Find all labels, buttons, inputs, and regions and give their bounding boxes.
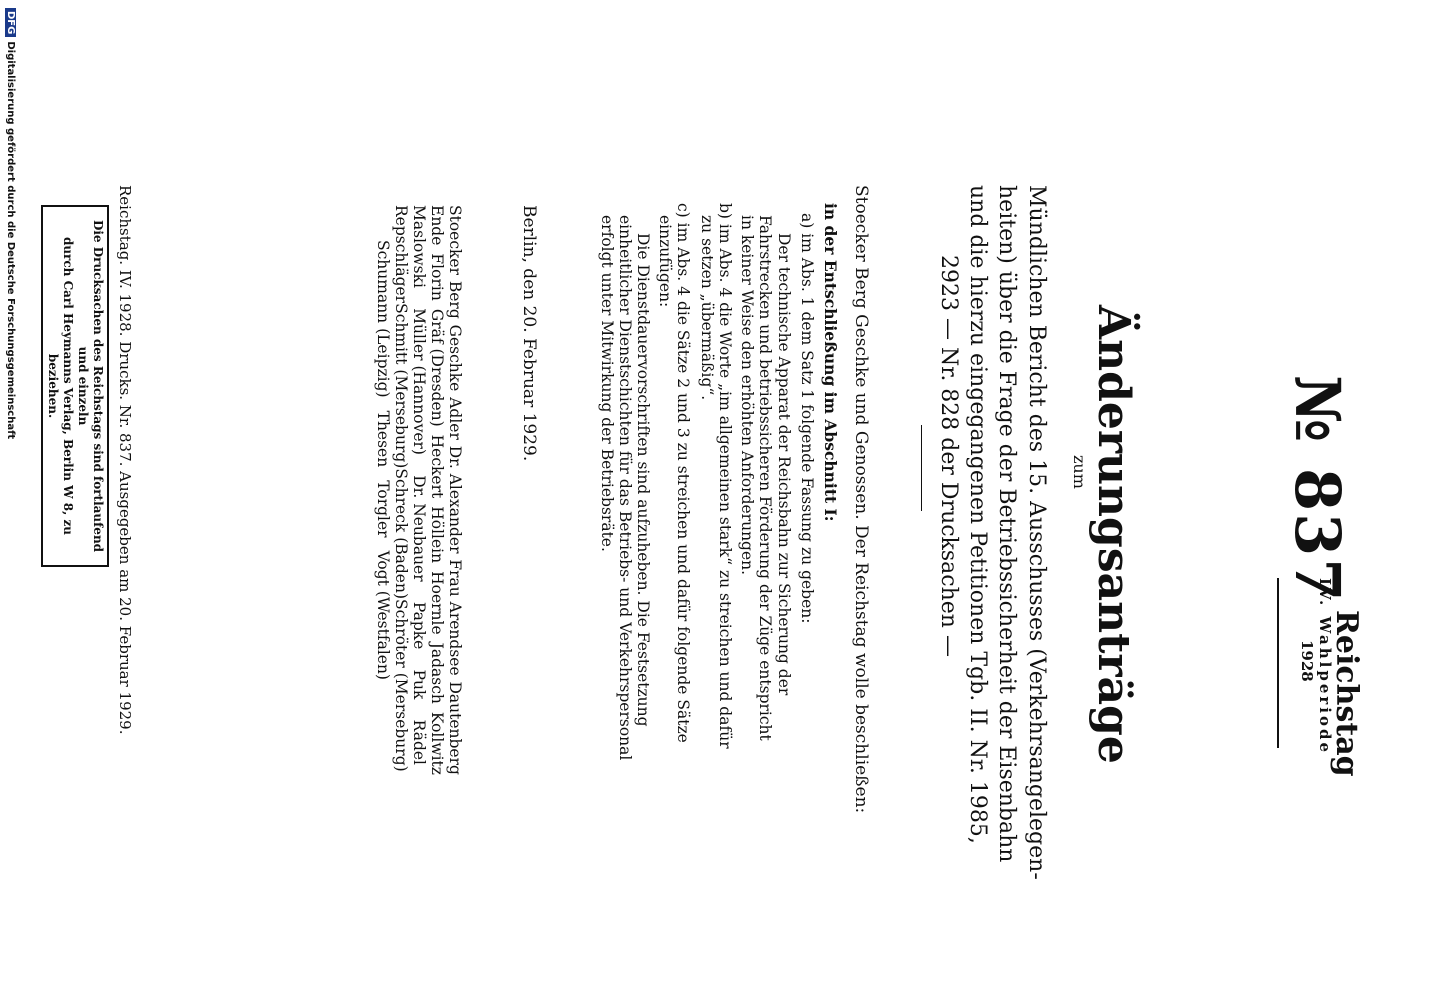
signatory-name: Stoecker: [446, 205, 464, 276]
motion-line: zu setzen „übermäßig“.: [698, 215, 716, 401]
signatory-name: Repschläger: [392, 205, 410, 304]
document-title: Änderungsanträge: [1088, 305, 1139, 764]
motion-line: Der technische Apparat der Reichsbahn zur Sicherung der: [775, 233, 793, 696]
publisher-notice-line: durch Carl Heymanns Verlag, Berlin W 8, zu beziehen.: [46, 236, 75, 536]
motion-line: Fahrstrecken und betriebssicheren Förderung der Züge entspricht: [756, 215, 774, 741]
signatory-row: [374, 240, 392, 680]
signatory-name: Gräf (Dresden): [428, 308, 446, 427]
signatory-name: Schröter (Merseburg): [392, 599, 410, 772]
signatory-row: [446, 205, 464, 775]
signatory-name: Dr. Neubauer: [410, 475, 428, 582]
document-number: № 837: [1281, 375, 1354, 604]
motion-line: erfolgt unter Mitwirkung der Betriebsräte.: [598, 215, 616, 552]
signatory-name: Heckert: [428, 434, 446, 499]
signatory-name: Florin: [428, 253, 446, 301]
signatory-name: Schmitt (Merseburg): [392, 303, 410, 469]
signatory-row: [392, 205, 410, 772]
signatory-row: [428, 205, 446, 775]
signatory-name: Dautenberg: [446, 681, 464, 775]
motion-line: c) im Abs. 4 die Sätze 2 und 3 zu streichen und dafür folgende Sätze: [674, 203, 692, 743]
signatory-name: Dr. Alexander: [446, 445, 464, 554]
year: 1928: [1298, 640, 1316, 682]
subject-line-2: heiten) über die Frage der Betriebssicherheit der Eisenbahn: [994, 185, 1019, 863]
signatory-name: Geschke: [446, 324, 464, 392]
signatory-name: Jadasch: [428, 642, 446, 704]
signatory-name: Ende: [428, 205, 446, 246]
subject-line-4: 2923 — Nr. 828 der Drucksachen —: [936, 255, 961, 657]
signatory-name: Müller (Hannover): [410, 308, 428, 455]
signatory-name: Höllein: [428, 506, 446, 564]
signatory-name: Schreck (Baden): [392, 468, 410, 599]
motion-line: b) im Abs. 4 die Worte „im allgemeinen stark“ zu streichen und dafür: [716, 203, 734, 749]
motion-intro: Stoecker Berg Geschke und Genossen. Der Reichstag wolle beschließen:: [851, 185, 871, 814]
signatory-name: Berg: [446, 280, 464, 319]
signatory-name: Thesen: [374, 410, 392, 468]
signatory-name: Torgler: [374, 480, 392, 538]
digitization-note: [5, 8, 16, 439]
signatory-name: Papke: [410, 601, 428, 650]
motion-line: in keiner Weise den erhöhten Anforderungen.: [738, 215, 756, 576]
motion-line: a) im Abs. 1 dem Satz 1 folgende Fassung zu geben:: [798, 213, 816, 624]
motion-line: einzufügen:: [656, 215, 674, 308]
legislative-period: IV. Wahlperiode: [1316, 578, 1334, 756]
signatory-name: Schumann (Leipzig): [374, 240, 392, 398]
motion-line: einheitlicher Dienstschichten für das Betriebs- und Verkehrspersonal: [616, 215, 634, 761]
signatory-name: Hoernle: [428, 571, 446, 635]
subject-line-1: Mündlichen Bericht des 15. Ausschusses (Verkehrsangelegen-: [1024, 185, 1049, 880]
motion-line: in der Entschließung im Abschnitt I:: [821, 203, 840, 522]
motion-line: Die Dienstdauervorschriften sind aufzuheben. Die Festsetzung: [634, 233, 652, 727]
signatory-name: Rädel: [410, 719, 428, 765]
dfg-logo: DFG: [5, 8, 16, 37]
publisher-notice-line: Die Drucksachen des Reichstags sind fortlaufend und einzeln: [76, 219, 105, 553]
signatory-name: Adler: [446, 397, 464, 440]
signatory-name: Vogt (Westfalen): [374, 550, 392, 680]
header-rule: [1277, 578, 1279, 748]
signatory-row: [410, 205, 428, 765]
signatory-name: Puk: [410, 669, 428, 700]
date-line: Berlin, den 20. Februar 1929.: [519, 205, 539, 462]
publisher-notice: [41, 205, 109, 567]
subject-line-3: und die hierzu eingegangenen Petitionen Tgb. II. Nr. 1985,: [965, 185, 990, 844]
signatory-name: Kollwitz: [428, 711, 446, 775]
section-divider: [921, 425, 922, 511]
digitization-text: Digitalisierung gefördert durch die Deutsche Forschungsgemeinschaft: [5, 41, 16, 440]
title-connector: zum: [1070, 455, 1089, 489]
signatory-name: Frau Arendsee: [446, 559, 464, 676]
publisher-name: Reichstag: [1329, 610, 1364, 777]
footer-line: Reichstag. IV. 1928. Drucks. Nr. 837. Ausgegeben am 20. Februar 1929.: [116, 185, 134, 735]
signatory-name: Maslowski: [410, 205, 428, 288]
